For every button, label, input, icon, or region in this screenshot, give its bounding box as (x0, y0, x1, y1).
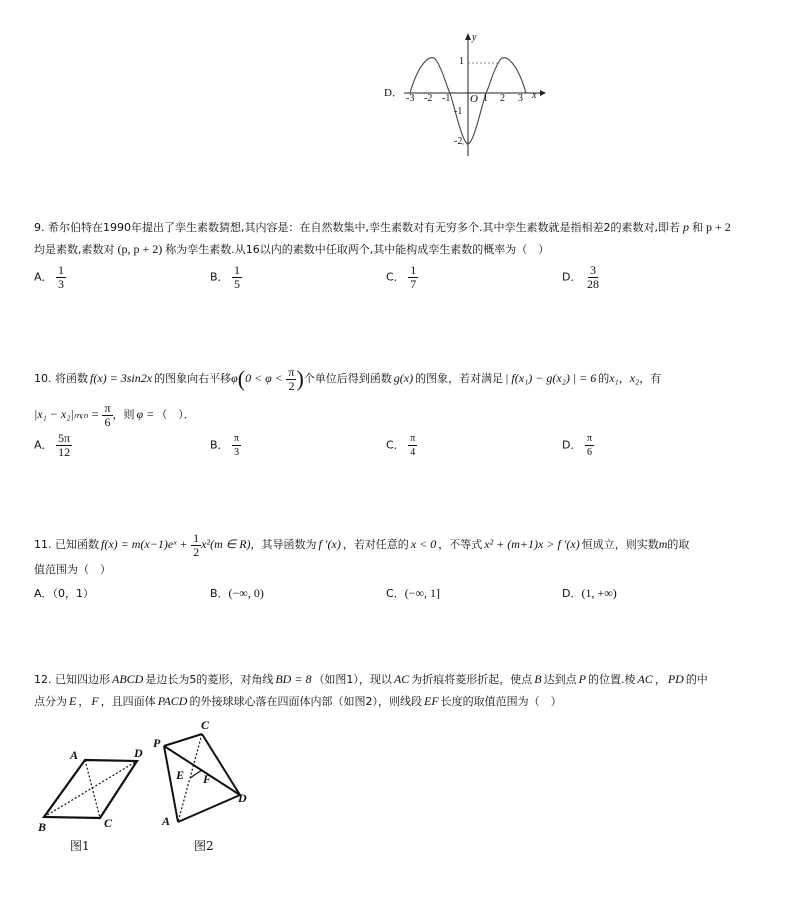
option-value: (−∞, 0) (228, 586, 264, 600)
option-fraction (408, 264, 418, 291)
frac-num: 3 (589, 263, 596, 277)
figure-1 (30, 740, 155, 855)
option-label: B． (210, 438, 229, 452)
fig2-label-e: E (176, 768, 185, 782)
option-label: C． (386, 438, 405, 452)
q9-p: p (682, 220, 689, 234)
q11-xlt0: x < 0 (410, 537, 437, 551)
q9-text2b: 称为孪生素数.从16以内的素数中任取两个,其中能构成孪生素数的概率为（ ） (165, 243, 550, 256)
q10-phi-eq: φ = (136, 407, 155, 421)
fig2-label-a: A (162, 814, 171, 828)
q9-pair: (p, p + 2) (117, 242, 163, 256)
q12-text2a: 点分为 (34, 695, 67, 708)
q11-option-c[interactable] (386, 585, 440, 601)
q12-text2d: 长度的取值范围为（ ） (440, 695, 562, 708)
fig1-caption: 图1 (70, 839, 90, 853)
q9-p-plus-2: p + 2 (705, 220, 731, 234)
frac-den: 6 (104, 414, 111, 429)
option-fraction (585, 432, 594, 459)
q12-b: B (534, 672, 542, 686)
fig2-label-p: P (153, 736, 161, 750)
q12-text3: 为折痕将菱形折起，使点 (411, 673, 533, 686)
q9-line2 (34, 241, 549, 258)
q11-line2-text: 值范围为（ ） (34, 563, 111, 576)
q10-text7: （ ）． (156, 408, 195, 421)
option-label: A． (34, 438, 53, 452)
fig1-label-b: B (38, 820, 47, 834)
option-label: A． (34, 587, 53, 600)
diagonal-bd (44, 761, 137, 817)
q11-text4: 恒成立，则实数 (581, 538, 659, 551)
option-fraction (408, 432, 417, 459)
frac-den: 12 (58, 445, 71, 459)
q9-option-b[interactable] (210, 264, 242, 291)
q12-text6: 的中 (685, 673, 708, 686)
option-label: D． (562, 270, 582, 284)
option-label: A． (34, 270, 53, 284)
option-fraction (56, 432, 72, 459)
edge-pc (164, 734, 202, 746)
q10-option-c[interactable] (386, 432, 417, 459)
q12-prefix: 12. 已知四边形 (34, 673, 110, 686)
q11-func-b: x²(m ∈ R) (201, 537, 251, 551)
frac-den: 5 (234, 277, 241, 291)
y-tick-neg1: -1 (454, 106, 463, 117)
q11-prefix: 11. 已知函数 (34, 538, 99, 551)
q12-comma2: ， (78, 695, 90, 708)
frac-num: 1 (410, 263, 417, 277)
option-label: D． (562, 438, 582, 452)
q10-option-a[interactable] (34, 432, 72, 459)
q10-line1 (34, 364, 661, 393)
fig2-label-c: C (201, 718, 210, 732)
y-tick-1: 1 (459, 56, 464, 67)
option-label: B． (210, 587, 229, 600)
x-tick-3: 3 (518, 93, 523, 104)
q12-comma1: ， (654, 673, 666, 686)
q10-paren: ( (237, 366, 246, 391)
q11-option-d[interactable] (562, 585, 617, 601)
option-value: （0，1） (52, 587, 95, 600)
q9-and: 和 (691, 221, 703, 234)
q10-text4: 的 (598, 372, 610, 385)
y-axis-label: y (472, 32, 477, 43)
fig2-label-f: F (203, 772, 212, 786)
q12-bd: BD = 8 (275, 672, 312, 686)
q12-line1 (34, 671, 708, 688)
option-fraction (585, 264, 601, 291)
q10-x1: x₁ (609, 371, 619, 385)
frac-den: 4 (410, 447, 416, 458)
y-tick-neg2: -2 (454, 136, 463, 147)
frac-den: 3 (234, 447, 240, 458)
q11-func-a: f(x) = m(x−1)eˣ + (101, 537, 188, 551)
frac-num: 1 (234, 263, 241, 277)
q11-text3: ，不等式 (438, 538, 483, 551)
frac-num: π (410, 433, 416, 444)
frac-num: π (288, 364, 295, 379)
q11-fprime: f ′(x) (318, 537, 341, 551)
q9-option-a[interactable] (34, 264, 66, 291)
q9-option-c[interactable] (386, 264, 418, 291)
frac-den: 3 (58, 277, 65, 291)
frac-num: π (586, 433, 593, 444)
q10-option-b[interactable] (210, 432, 241, 459)
frac-den: 28 (586, 277, 599, 291)
q12-p: P (578, 672, 586, 686)
option-value: (−∞, 1] (404, 586, 441, 600)
q11-text5: 的取 (667, 538, 690, 551)
q12-text1: 是边长为5的菱形，对角线 (145, 673, 274, 686)
q9-text2a: 均是素数,素数对 (34, 243, 115, 256)
q10-x2: x₂ (629, 371, 640, 385)
q10-text3: 的图象，若对满足 (415, 372, 504, 385)
q12-e: E (69, 694, 77, 708)
x-tick-neg3: -3 (406, 93, 415, 104)
option-value: (1, +∞) (581, 586, 617, 600)
frac-num: π (234, 433, 240, 444)
q10-g: g(x) (393, 371, 414, 385)
q10-abs: | f(x₁) − g(x₂) | = 6 (505, 371, 597, 385)
frac-den: 2 (288, 378, 295, 393)
option-label: C． (386, 270, 405, 284)
q10-line2 (34, 400, 195, 429)
q12-text2b: ，且四面体 (100, 695, 156, 708)
option-label: C． (386, 587, 405, 600)
graph-d-label: D． (384, 87, 403, 99)
frac-num: 5π (58, 431, 71, 445)
q10-text6: ，则 (112, 408, 135, 421)
figure-2 (150, 718, 260, 858)
q10-min-expr: |x₁ − x₂|ₘᵢₙ = (34, 407, 99, 421)
frac-den: 6 (587, 447, 593, 458)
y-axis-arrow (465, 33, 471, 40)
edge-ad (178, 795, 240, 822)
q10-func: f(x) = 3sin2x (90, 371, 153, 385)
edge-pa (164, 746, 178, 822)
q11-option-a[interactable] (34, 585, 94, 601)
option-fraction (232, 264, 242, 291)
q12-text4: 达到点 (543, 673, 577, 686)
q9-text1: 9. 希尔伯特在1990年提出了孪生素数猜想,其内容是：在自然数集中,孪生素数对有无穷多个.其中孪生素数就是指相差2的素数对,即若 (34, 221, 680, 234)
option-label: D． (562, 587, 582, 600)
q10-phi: φ (231, 371, 238, 385)
fig1-label-c: C (104, 816, 113, 830)
q12-text2c: 的外接球球心落在四面体内部（如图2），则线段 (189, 695, 422, 708)
diagonal-ac (85, 760, 100, 818)
q9-option-d[interactable] (562, 264, 601, 291)
q12-text5: 的位置.棱 (587, 673, 636, 686)
q12-text2: （如图1），现以 (313, 673, 392, 686)
q11-ineq: x² + (m+1)x > f ′(x) (484, 537, 580, 551)
x-tick-2: 2 (500, 93, 505, 104)
fig2-caption: 图2 (194, 839, 214, 853)
q10-cond: 0 < φ < (245, 371, 283, 385)
q11-option-b[interactable] (210, 585, 264, 601)
q12-f: F (91, 694, 99, 708)
q12-pd: PD (667, 672, 684, 686)
q11-line2 (34, 562, 111, 578)
x-axis-arrow (540, 90, 546, 96)
origin-label: O (470, 93, 478, 105)
q11-half (191, 532, 201, 559)
frac-num: 1 (193, 530, 200, 545)
x-tick-neg2: -2 (424, 93, 433, 104)
q10-paren-close: ) (296, 366, 304, 391)
q12-abcd: ABCD (112, 672, 144, 686)
q10-prefix: 10. 将函数 (34, 372, 88, 385)
q12-ac2: AC (637, 672, 653, 686)
q12-pacd: PACD (157, 694, 188, 708)
q12-ac: AC (393, 672, 410, 686)
frac-den: 7 (410, 277, 417, 291)
q11-text2: ，若对任意的 (342, 538, 409, 551)
q10-text2: 个单位后得到函数 (303, 372, 392, 385)
fig1-label-a: A (70, 748, 79, 762)
q11-text1: ，其导函数为 (250, 538, 317, 551)
x-tick-neg1: -1 (442, 93, 451, 104)
q10-pi-over-6 (102, 402, 112, 429)
q12-line2 (34, 693, 562, 710)
q10-pi-over-2 (286, 366, 296, 393)
fig1-label-d: D (134, 746, 143, 760)
graph-d (380, 30, 550, 160)
x-tick-1: 1 (483, 93, 488, 104)
q10-text1: 的图象向右平移 (154, 372, 232, 385)
option-fraction (56, 264, 66, 291)
x-axis-label: x (532, 90, 537, 101)
q10-text5: ，有 (639, 372, 662, 385)
q10-option-d[interactable] (562, 432, 594, 459)
q11-m: m (658, 537, 668, 551)
fig2-label-d: D (238, 791, 247, 805)
frac-num: π (104, 400, 111, 415)
q12-ef: EF (423, 694, 439, 708)
option-fraction (232, 432, 241, 459)
q11-line1 (34, 530, 689, 559)
option-label: B． (210, 270, 229, 284)
frac-num: 1 (58, 263, 65, 277)
segment-ef (190, 770, 202, 778)
frac-den: 2 (193, 544, 200, 559)
q9-line1 (34, 219, 731, 236)
q10-comma: ， (618, 372, 630, 385)
